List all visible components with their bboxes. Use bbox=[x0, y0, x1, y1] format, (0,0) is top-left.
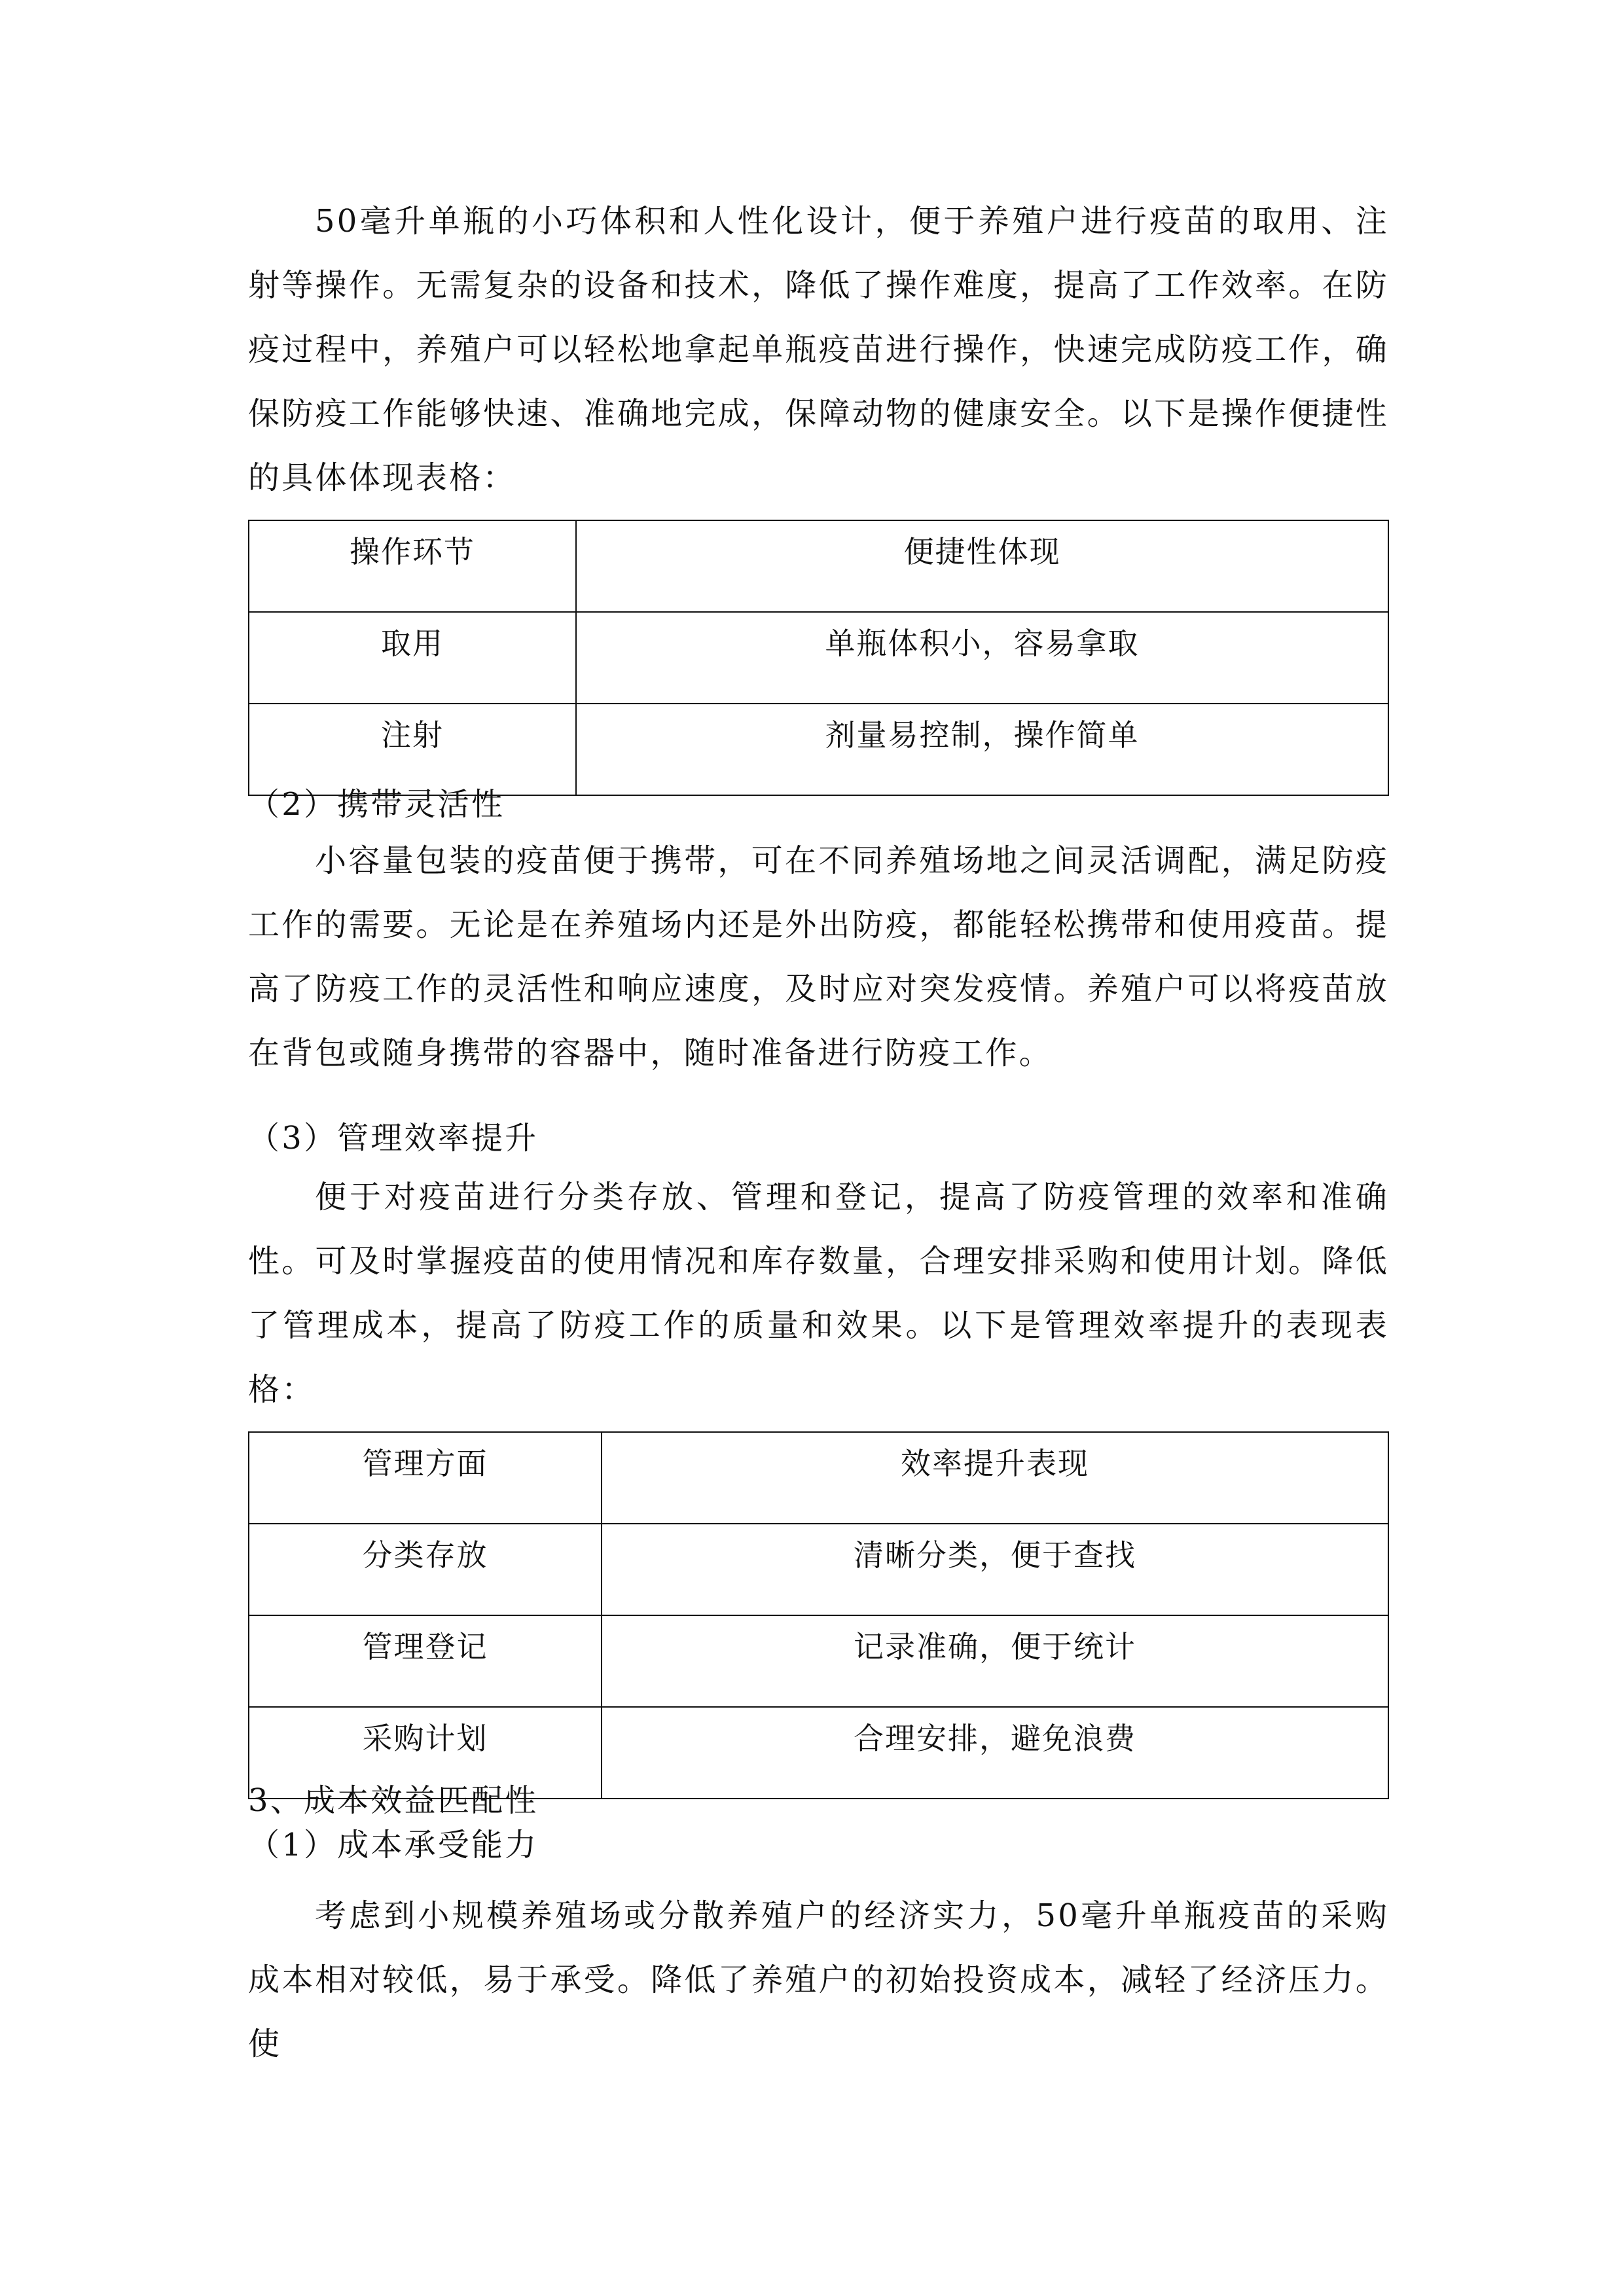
table-header-cell: 便捷性体现 bbox=[576, 520, 1388, 612]
table-header-cell: 效率提升表现 bbox=[602, 1432, 1388, 1524]
table-cell: 剂量易控制，操作简单 bbox=[576, 704, 1388, 795]
paragraph-cost-affordability: 考虑到小规模养殖场或分散养殖户的经济实力，50毫升单瓶疫苗的采购成本相对较低，易于承受。降低了养殖户的初始投资成本，减轻了经济压力。使 bbox=[248, 1897, 1389, 2062]
table-cell: 注射 bbox=[249, 704, 576, 795]
paragraph-operation-convenience: 50毫升单瓶的小巧体积和人性化设计，便于养殖户进行疫苗的取用、注射等操作。无需复杂的设备和技术，降低了操作难度，提高了工作效率。在防疫过程中，养殖户可以轻松地拿起单瓶疫苗进行操作，快速完成防疫工作，确保防疫工作能够快速、准确地完成，保障动物的健康安全。以下是操作便捷性的具体体现表格： bbox=[248, 203, 1389, 496]
table-cell: 记录准确，便于统计 bbox=[602, 1615, 1388, 1707]
table-header-row bbox=[249, 1432, 1388, 1524]
table-cell: 采购计划 bbox=[249, 1707, 602, 1799]
heading-cost-affordability: （1）成本承受能力 bbox=[248, 1827, 539, 1863]
table-cell: 管理登记 bbox=[249, 1615, 602, 1707]
management-efficiency-table bbox=[248, 1431, 1389, 1799]
paragraph-management-efficiency: 便于对疫苗进行分类存放、管理和登记，提高了防疫管理的效率和准确性。可及时掌握疫苗的使用情况和库存数量，合理安排采购和使用计划。降低了管理成本，提高了防疫工作的质量和效果。以下是管理效率提升的表现表格： bbox=[248, 1179, 1389, 1408]
table-cell: 单瓶体积小，容易拿取 bbox=[576, 612, 1388, 704]
paragraph-portability: 小容量包装的疫苗便于携带，可在不同养殖场地之间灵活调配，满足防疫工作的需要。无论是在养殖场内还是外出防疫，都能轻松携带和使用疫苗。提高了防疫工作的灵活性和响应速度，及时应对突发疫情。养殖户可以将疫苗放在背包或随身携带的容器中，随时准备进行防疫工作。 bbox=[248, 842, 1389, 1071]
table-row bbox=[249, 1615, 1388, 1707]
heading-management-efficiency: （3）管理效率提升 bbox=[248, 1120, 539, 1157]
section-heading-cost-benefit: 3、成本效益匹配性 bbox=[248, 1782, 539, 1819]
table-cell: 合理安排，避免浪费 bbox=[602, 1707, 1388, 1799]
table-row bbox=[249, 612, 1388, 704]
table-header-cell: 操作环节 bbox=[249, 520, 576, 612]
operation-convenience-table bbox=[248, 520, 1389, 796]
table-row bbox=[249, 1524, 1388, 1615]
table-header-cell: 管理方面 bbox=[249, 1432, 602, 1524]
heading-portability: （2）携带灵活性 bbox=[248, 786, 505, 823]
table-cell: 分类存放 bbox=[249, 1524, 602, 1615]
table-cell: 清晰分类，便于查找 bbox=[602, 1524, 1388, 1615]
table-cell: 取用 bbox=[249, 612, 576, 704]
table-header-row bbox=[249, 520, 1388, 612]
